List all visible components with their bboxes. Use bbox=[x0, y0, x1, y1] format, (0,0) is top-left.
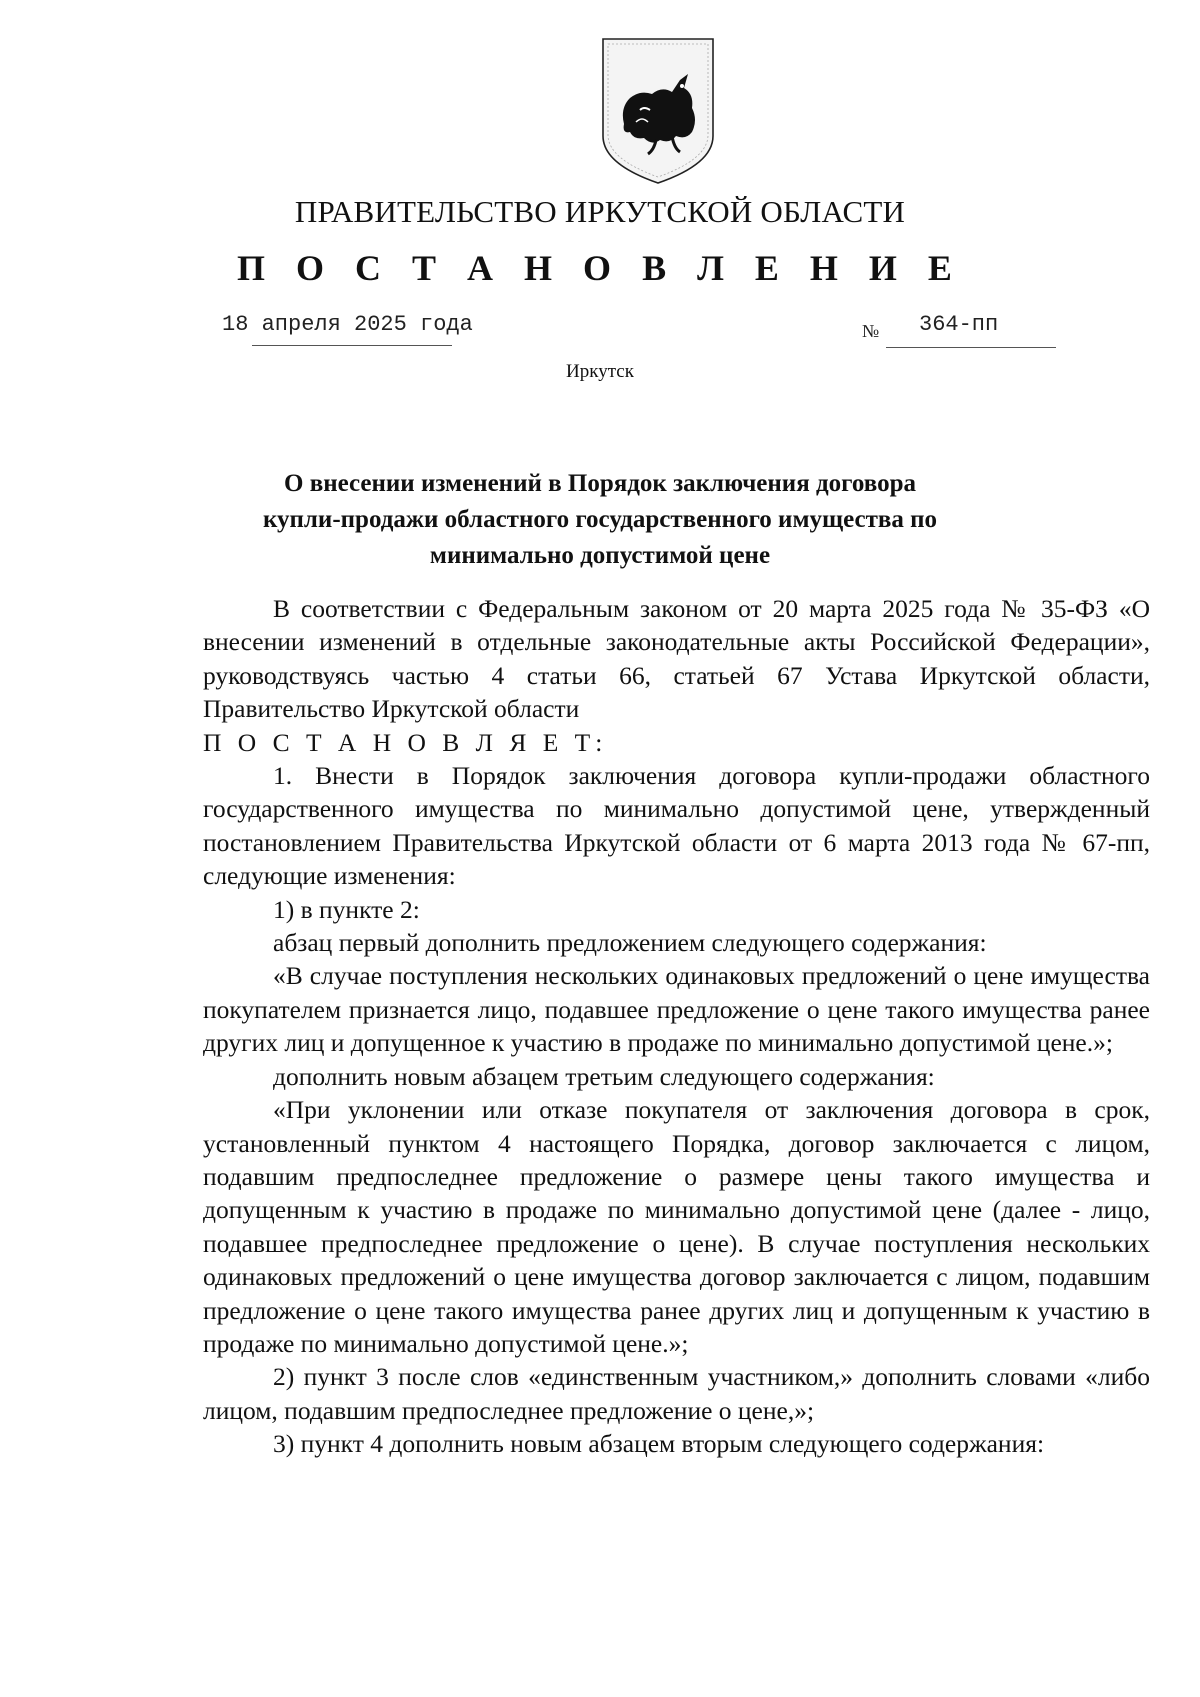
number-sign: № bbox=[862, 321, 880, 341]
body-paragraph: 3) пункт 4 дополнить новым абзацем вторым следующего содержания: bbox=[273, 1429, 1045, 1459]
body-paragraph: абзац первый дополнить предложением следующего содержания: bbox=[273, 928, 987, 958]
resolves-heading: П О С Т А Н О В Л Я Е Т: bbox=[203, 727, 608, 757]
document-type: П О С Т А Н О В Л Е Н И Е bbox=[237, 248, 963, 288]
body-paragraph: «В случае поступления нескольких одинаковых предложений о цене имущества покупателем признается лицо, подавшее предложение о цене такого имущества ранее других лиц и допущенное к участию в продаже по минимально допустимой цене.»; bbox=[203, 961, 1150, 1058]
document-date: 18 апреля 2025 года bbox=[222, 312, 473, 337]
body-paragraph: дополнить новым абзацем третьим следующего содержания: bbox=[273, 1061, 935, 1091]
number-underline bbox=[886, 347, 1056, 348]
government-title: ПРАВИТЕЛЬСТВО ИРКУТСКОЙ ОБЛАСТИ bbox=[294, 194, 906, 229]
body-paragraph: В соответствии с Федеральным законом от 20 марта 2025 года № 35-ФЗ «О внесении изменений в отдельные законодательные акты Российской Федерации», руководствуясь частью 4 статьи 66, статьей 67 Устава Иркутской области, Правительство Иркутской области bbox=[203, 594, 1150, 724]
heading-line: минимально допустимой цене bbox=[429, 542, 771, 569]
body-paragraph: 1) в пункте 2: bbox=[273, 894, 420, 924]
body-paragraph: 1. Внести в Порядок заключения договора купли-продажи областного государственного имущества по минимально допустимой цене, утвержденный постановлением Правительства Иркутской области от 6 марта 2013 года № 67-пп, следующие изменения: bbox=[203, 761, 1150, 891]
body-paragraph: «При уклонении или отказе покупателя от заключения договора в срок, установленный пунктом 4 настоящего Порядка, договор заключается с лицом, подавшим предпоследнее предложение о размере цены такого имущества и допущенным к участию в продаже по минимально допустимой цене (далее - лицо, подавшее предпоследнее предложение о цене). В случае поступления нескольких одинаковых предложений о цене имущества договор заключается с лицом, подавшим предложение о цене такого имущества ранее других лиц и допущенным к участию в продаже по минимально допустимой цене.»; bbox=[203, 1095, 1150, 1358]
body-paragraph: 2) пункт 3 после слов «единственным участником,» дополнить словами «либо лицом, подавшим предпоследнее предложение о цене,»; bbox=[203, 1362, 1150, 1425]
coat-of-arms-icon bbox=[600, 36, 716, 186]
document-city: Иркутск bbox=[566, 361, 634, 382]
document-heading bbox=[240, 466, 960, 574]
heading-line: купли-продажи областного государственного имущества по bbox=[262, 506, 938, 533]
heading-line: О внесении изменений в Порядок заключения договора bbox=[284, 470, 916, 497]
document-number: 364-пп bbox=[919, 312, 999, 337]
date-underline bbox=[252, 345, 452, 346]
document-body bbox=[203, 592, 1150, 1461]
